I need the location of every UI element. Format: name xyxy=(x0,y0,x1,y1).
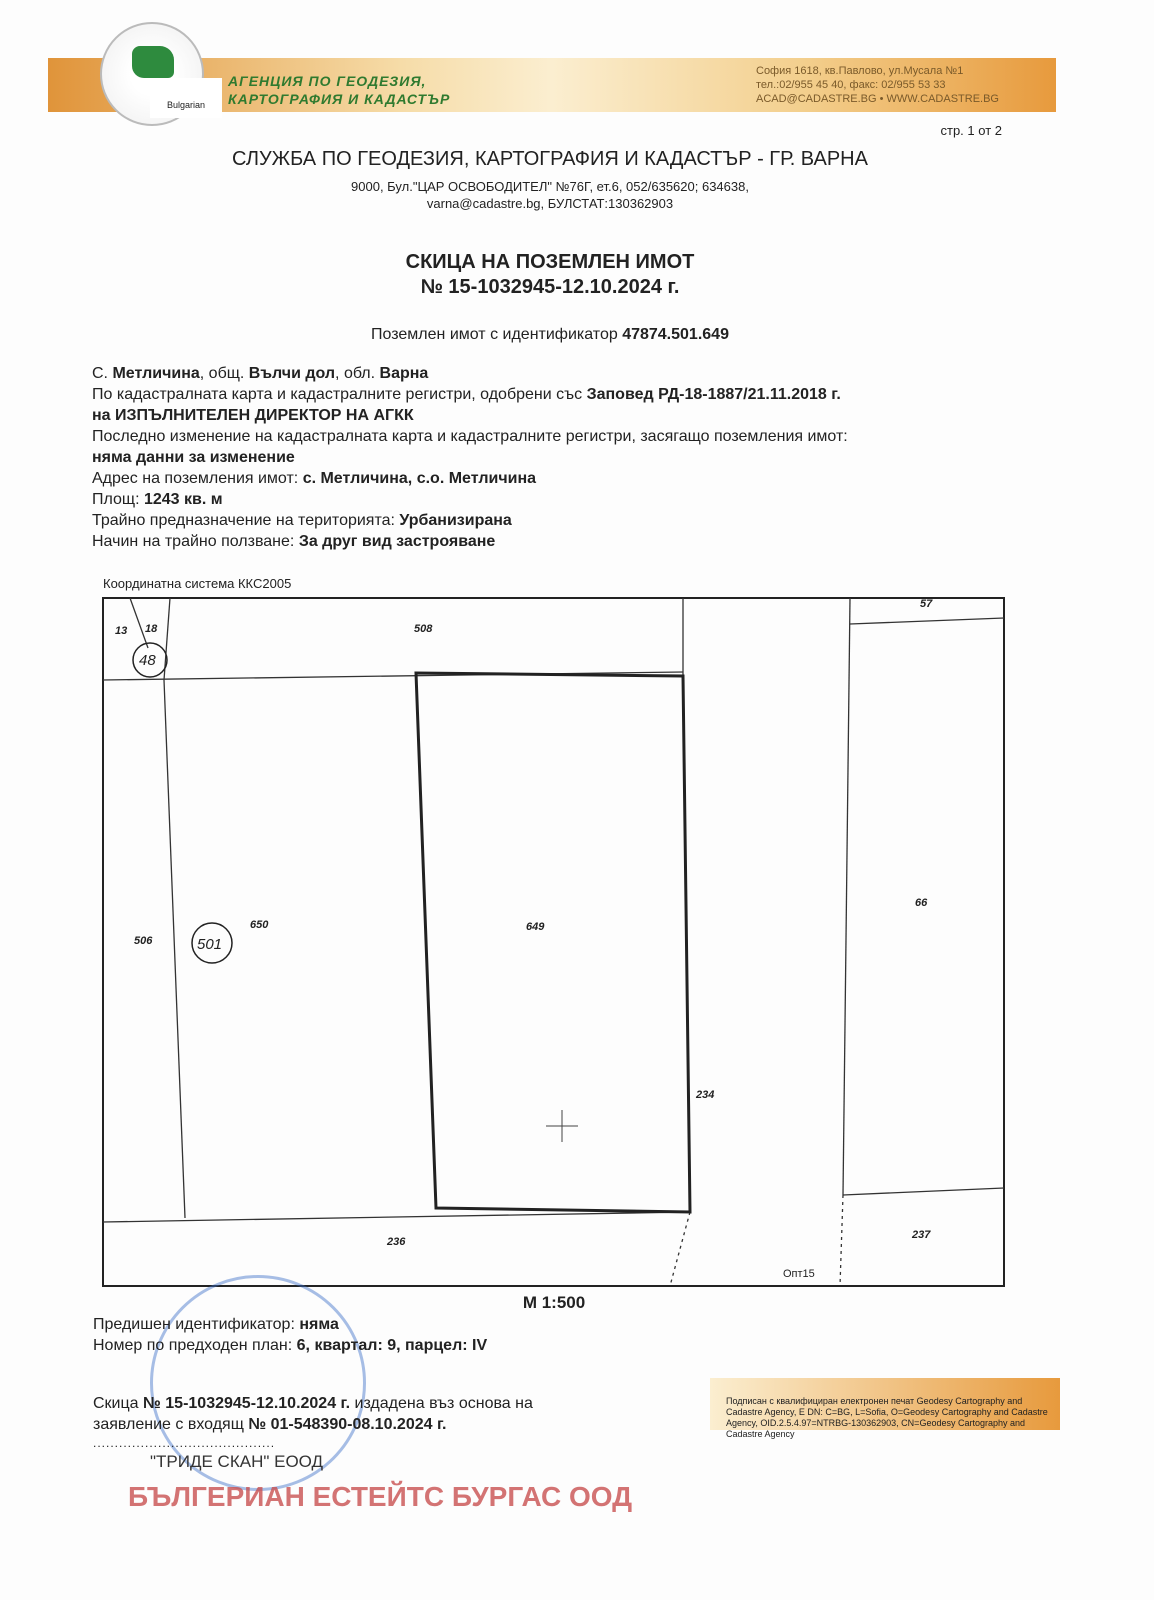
label-57: 57 xyxy=(920,598,933,610)
label-650: 650 xyxy=(250,919,269,931)
page-number: стр. 1 от 2 xyxy=(940,123,1002,138)
map-scale: М 1:500 xyxy=(522,1293,586,1312)
parcel-649-outline xyxy=(416,673,690,1212)
boundary-line xyxy=(164,680,185,1218)
coordinate-system: Координатна система ККС2005 xyxy=(103,576,292,591)
label-501: 501 xyxy=(197,936,223,953)
property-identifier: Поземлен имот с идентификатор 47874.501.649 xyxy=(371,326,729,343)
label-18: 18 xyxy=(145,623,158,635)
boundary-line xyxy=(103,1212,690,1222)
issue-info: Скица № 15-1032945-12.10.2024 г. издадена въз основа на заявление с входящ № 01-548390-08.10.2024 г. xyxy=(93,1395,533,1433)
agency-contact: София 1618, кв.Павлово, ул.Мусала №1 тел.:02/955 45 40, факс: 02/955 53 33 ACAD@CADASTRE.BG • WWW.CADASTRE.BG xyxy=(756,65,999,105)
map-frame xyxy=(103,598,1004,1286)
agency-name: АГЕНЦИЯ ПО ГЕОДЕЗИЯ, КАРТОГРАФИЯ И КАДАСТЪР xyxy=(228,73,451,107)
electronic-signature: Подписан с квалифициран електронен печат Geodesy Cartography and Cadastre Agency, E DN: C=BG, L=Sofia, O=Geodesy Cartography and Cadastre Agency, OID.2.5.4.97=NTRBG-130362903, CN=Geodesy Cartography and Cadastre Agency xyxy=(726,1396,1048,1439)
signature-line: .......................................... xyxy=(93,1436,276,1450)
dashed-line xyxy=(670,1212,690,1286)
signer-name: "ТРИДЕ СКАН" ЕООД xyxy=(150,1452,324,1471)
boundary-line xyxy=(843,598,850,1195)
office-name: СЛУЖБА ПО ГЕОДЕЗИЯ, КАРТОГРАФИЯ И КАДАСТЪР - ГР. ВАРНА xyxy=(232,148,868,170)
office-address: 9000, Бул."ЦАР ОСВОБОДИТЕЛ" №76Г, ет.6, 052/635620; 634638, varna@cadastre.bg, БУЛСТАТ:130362903 xyxy=(351,179,749,211)
property-info: С. Метличина, общ. Вълчи дол, обл. Варна По кадастралната карта и кадастралните регистри, одобрени със Заповед РД-18-1887/21.11.2018 г. на ИЗПЪЛНИТЕЛЕН ДИРЕКТОР НА АГКК Последно изменение на кадастралната карта и кадастралните регистри, засягащо поземления имот: няма данни за изменение Адрес на поземления имот: с. Метличина, с.о. Метличина Площ: 1243 кв. м Трайно предназначение на територията: Урбанизирана Начин на трайно ползване: За друг вид застрояване xyxy=(92,365,848,550)
boundary-line xyxy=(843,1188,1004,1195)
dashed-line xyxy=(840,1195,843,1286)
document-title: СКИЦА НА ПОЗЕМЛЕН ИМОТ № 15-1032945-12.10.2024 г. xyxy=(405,251,695,298)
label-649: 649 xyxy=(526,921,545,933)
label-508: 508 xyxy=(414,623,433,635)
label-506: 506 xyxy=(134,935,153,947)
watermark: БЪЛГЕРИАН ЕСТЕЙТС БУРГАС ООД xyxy=(128,1481,633,1512)
label-236: 236 xyxy=(387,1236,406,1248)
label-66: 66 xyxy=(915,897,928,909)
boundary-line xyxy=(850,618,1004,624)
previous-identifier: Предишен идентификатор: няма Номер по предходен план: 6, квартал: 9, парцел: IV xyxy=(93,1316,488,1354)
label-237: 237 xyxy=(912,1229,931,1241)
label-13: 13 xyxy=(115,625,128,637)
bulgarian-estates-logo: Bulgarian xyxy=(150,78,222,118)
label-48: 48 xyxy=(139,652,156,669)
label-survey-point: Опт15 xyxy=(783,1268,815,1280)
label-234: 234 xyxy=(696,1089,715,1101)
